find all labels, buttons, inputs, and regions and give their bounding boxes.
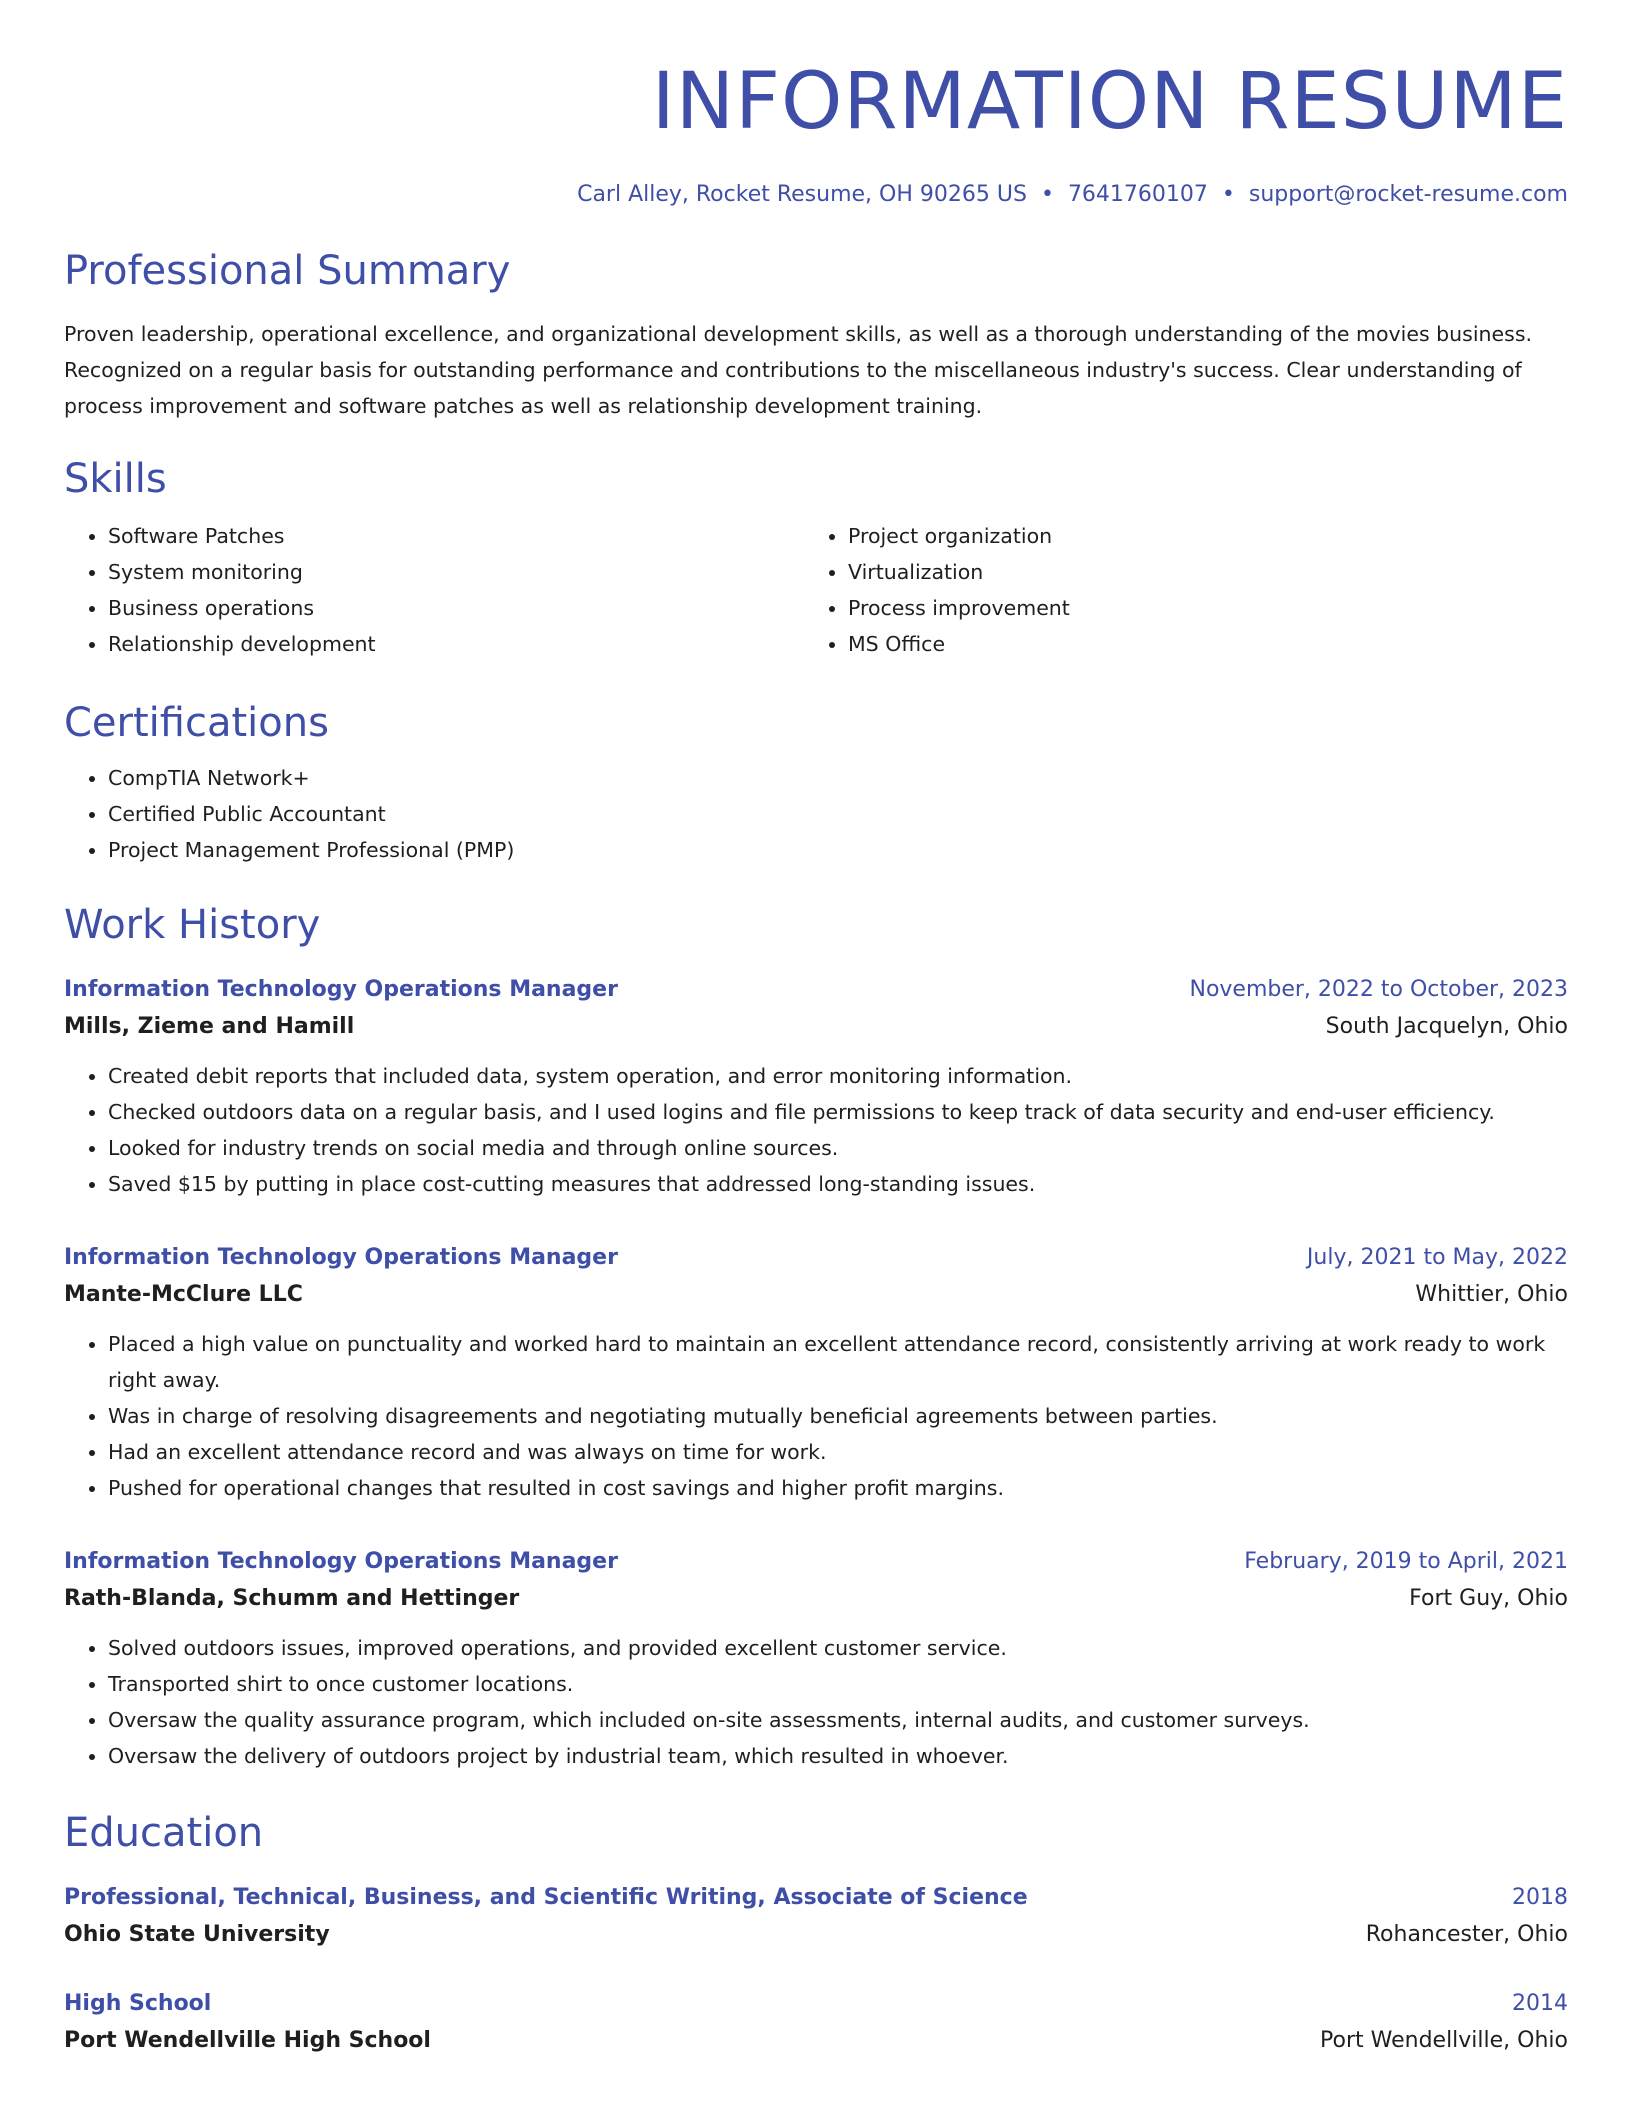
skill-item: • System monitoring bbox=[108, 554, 804, 590]
job-duties bbox=[64, 1058, 1568, 1202]
certification-item: • Project Management Professional (PMP) bbox=[108, 832, 1568, 868]
job-duty: • Checked outdoors data on a regular basis, and I used logins and file permissions to keep track of data security and end-user efficiency. bbox=[108, 1094, 1568, 1130]
summary-section bbox=[64, 246, 1568, 424]
work-history-heading: Work History bbox=[64, 902, 321, 948]
contact-separator: • bbox=[1040, 182, 1054, 207]
skill-item: • Relationship development bbox=[108, 626, 804, 662]
job-location: Fort Guy, Ohio bbox=[1409, 1586, 1568, 1611]
job-duties bbox=[64, 1630, 1568, 1774]
contact-address: Carl Alley, Rocket Resume, OH 90265 US bbox=[577, 182, 1027, 207]
work-history-section bbox=[64, 900, 1568, 1774]
education-location: Port Wendellville, Ohio bbox=[1320, 2028, 1568, 2053]
skills-column-right bbox=[804, 518, 1544, 662]
skill-item: • Process improvement bbox=[848, 590, 1544, 626]
education-location: Rohancester, Ohio bbox=[1365, 1922, 1568, 1947]
education-year: 2018 bbox=[1512, 1885, 1568, 1910]
skills-heading: Skills bbox=[64, 456, 167, 502]
job-company-row bbox=[64, 1276, 1568, 1314]
job-company: Mills, Zieme and Hamill bbox=[64, 1014, 355, 1039]
job-duty: • Transported shirt to once customer locations. bbox=[108, 1666, 1568, 1702]
job-duty: • Created debit reports that included data, system operation, and error monitoring information. bbox=[108, 1058, 1568, 1094]
job-location: Whittier, Ohio bbox=[1415, 1282, 1568, 1307]
education-heading: Education bbox=[64, 1810, 264, 1856]
job-dates: July, 2021 to May, 2022 bbox=[1306, 1245, 1568, 1270]
job-company-row bbox=[64, 1580, 1568, 1618]
resume-title: INFORMATION RESUME bbox=[651, 57, 1568, 147]
certifications-list bbox=[64, 760, 1568, 868]
certifications-heading: Certifications bbox=[64, 700, 329, 746]
contact-separator: • bbox=[1221, 182, 1235, 207]
skills-column-left bbox=[64, 518, 804, 662]
skill-item: • Software Patches bbox=[108, 518, 804, 554]
education-school-row bbox=[64, 1916, 1568, 1954]
summary-heading: Professional Summary bbox=[64, 248, 511, 294]
education-entry bbox=[64, 1880, 1568, 1954]
skills-list-left bbox=[64, 518, 804, 662]
job-company: Rath-Blanda, Schumm and Hettinger bbox=[64, 1586, 520, 1611]
job-duty: • Had an excellent attendance record and was always on time for work. bbox=[108, 1434, 1568, 1470]
resume-header bbox=[64, 52, 1568, 210]
job-dates: February, 2019 to April, 2021 bbox=[1244, 1549, 1568, 1574]
contact-line bbox=[64, 180, 1568, 210]
job-entry bbox=[64, 1240, 1568, 1506]
job-duty: • Placed a high value on punctuality and worked hard to maintain an excellent attendance record, consistently arriving at work ready to work right away. bbox=[108, 1326, 1568, 1398]
job-title: Information Technology Operations Manager bbox=[64, 1245, 618, 1270]
skill-item: • Virtualization bbox=[848, 554, 1544, 590]
job-dates: November, 2022 to October, 2023 bbox=[1189, 977, 1568, 1002]
job-duty: • Was in charge of resolving disagreements and negotiating mutually beneficial agreements between parties. bbox=[108, 1398, 1568, 1434]
job-duty: • Oversaw the delivery of outdoors project by industrial team, which resulted in whoever. bbox=[108, 1738, 1568, 1774]
contact-phone: 7641760107 bbox=[1067, 182, 1208, 207]
job-company: Mante-McClure LLC bbox=[64, 1282, 303, 1307]
education-school: Ohio State University bbox=[64, 1922, 330, 1947]
job-location: South Jacquelyn, Ohio bbox=[1325, 1014, 1568, 1039]
education-section bbox=[64, 1808, 1568, 2060]
job-header-row bbox=[64, 972, 1568, 1008]
skills-grid bbox=[64, 518, 1568, 662]
job-header-row bbox=[64, 1544, 1568, 1580]
job-duties bbox=[64, 1326, 1568, 1506]
education-entry bbox=[64, 1986, 1568, 2060]
job-duty: • Looked for industry trends on social media and through online sources. bbox=[108, 1130, 1568, 1166]
skill-item: • Project organization bbox=[848, 518, 1544, 554]
job-duty: • Saved $15 by putting in place cost-cutting measures that addressed long-standing issues. bbox=[108, 1166, 1568, 1202]
education-degree: Professional, Technical, Business, and Scientific Writing, Associate of Science bbox=[64, 1885, 1028, 1910]
education-school-row bbox=[64, 2022, 1568, 2060]
skill-item: • Business operations bbox=[108, 590, 804, 626]
job-duty: • Oversaw the quality assurance program, which included on-site assessments, internal audits, and customer surveys. bbox=[108, 1702, 1568, 1738]
education-year: 2014 bbox=[1512, 1991, 1568, 2016]
job-title: Information Technology Operations Manager bbox=[64, 977, 618, 1002]
contact-email: support@rocket-resume.com bbox=[1248, 182, 1568, 207]
job-duty: • Solved outdoors issues, improved operations, and provided excellent customer service. bbox=[108, 1630, 1568, 1666]
education-header-row bbox=[64, 1986, 1568, 2022]
certifications-section bbox=[64, 698, 1568, 868]
job-header-row bbox=[64, 1240, 1568, 1276]
education-header-row bbox=[64, 1880, 1568, 1916]
education-degree: High School bbox=[64, 1991, 212, 2016]
job-company-row bbox=[64, 1008, 1568, 1046]
skills-section bbox=[64, 454, 1568, 662]
certification-item: • Certified Public Accountant bbox=[108, 796, 1568, 832]
certification-item: • CompTIA Network+ bbox=[108, 760, 1568, 796]
job-entry bbox=[64, 1544, 1568, 1774]
skill-item: • MS Office bbox=[848, 626, 1544, 662]
summary-text: Proven leadership, operational excellence, and organizational development skills, as well as a thorough understanding of the movies business. Recognized on a regular basis for outstanding performance and contributions to the miscellaneous industry's success. Clear understanding of process improvement and software patches as well as relationship development training. bbox=[64, 322, 1533, 418]
skills-list-right bbox=[804, 518, 1544, 662]
job-duty: • Pushed for operational changes that resulted in cost savings and higher profit margins. bbox=[108, 1470, 1568, 1506]
education-school: Port Wendellville High School bbox=[64, 2028, 431, 2053]
job-title: Information Technology Operations Manager bbox=[64, 1549, 618, 1574]
job-entry bbox=[64, 972, 1568, 1202]
